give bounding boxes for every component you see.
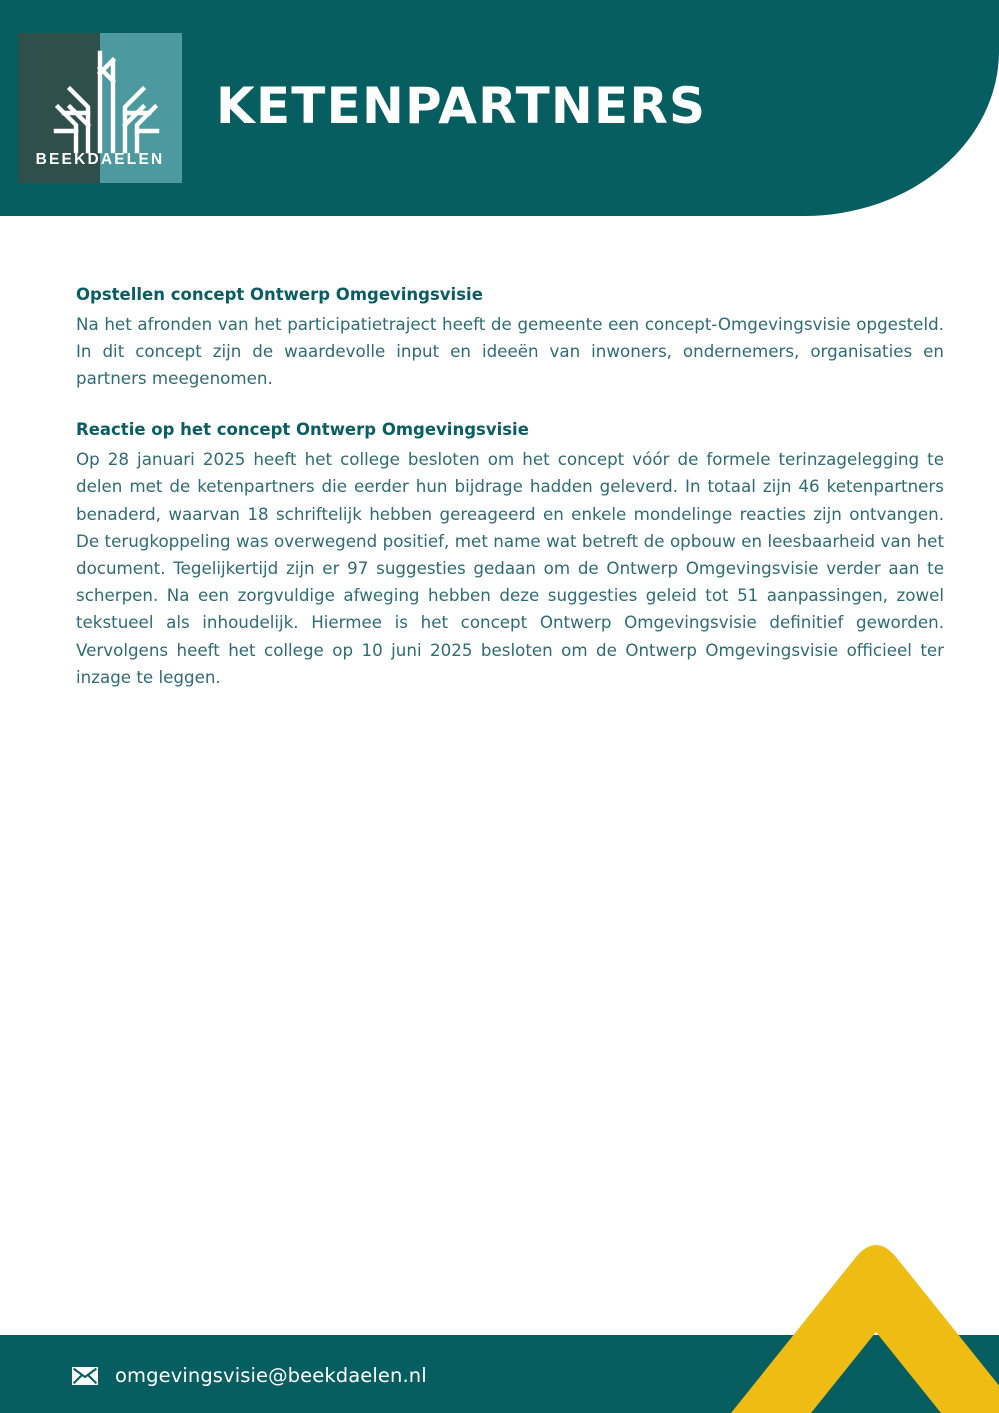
footer-contact[interactable] [72, 1364, 427, 1387]
page-title: KETENPARTNERS [216, 77, 707, 135]
footer-email-address[interactable]: omgevingsvisie@beekdaelen.nl [115, 1364, 427, 1387]
section-heading: Reactie op het concept Ontwerp Omgevingsvisie [76, 420, 529, 440]
section-body: Na het afronden van het participatietraject heeft de gemeente een concept-Omgevingsvisie opgesteld. In dit concept zijn de waardevolle input en ideeën van inwoners, ondernemers, organisaties en partners meegenomen. [76, 313, 944, 389]
section-heading: Opstellen concept Ontwerp Omgevingsvisie [76, 285, 483, 304]
section-body: Op 28 januari 2025 heeft het college besloten om het concept vóór de formele terinzagelegging te delen met de ketenpartners die eerder hun bijdrage hadden geleverd. In totaal zijn 46 ketenpartners benaderd, waarvan 18 schriftelijk hebben gereageerd en enkele mondelinge reacties zijn ontvangen. De terugkoppeling was overwegend positief, met name wat betreft de opbouw en leesbaarheid van het document. Tegelijkertijd zijn er 97 suggesties gedaan om de Ontwerp Omgevingsvisie verder aan te scherpen. Na een zorgvuldige afweging hebben deze suggesties geleid tot 51 aanpassingen, zowel tekstueel als inhoudelijk. Hiermee is het concept Ontwerp Omgevingsvisie definitief geworden. Vervolgens heeft het college op 10 juni 2025 besloten om de Ontwerp Omgevingsvisie officieel ter inzage te leggen. [76, 449, 944, 687]
section-reactie-op-concept [76, 418, 944, 691]
beekdaelen-logo [18, 33, 182, 183]
logo-wordmark: BEEKDAELEN [35, 151, 165, 168]
envelope-icon [72, 1367, 98, 1385]
page-header [0, 0, 999, 216]
document-content [76, 283, 944, 691]
section-opstellen-concept [76, 283, 944, 392]
